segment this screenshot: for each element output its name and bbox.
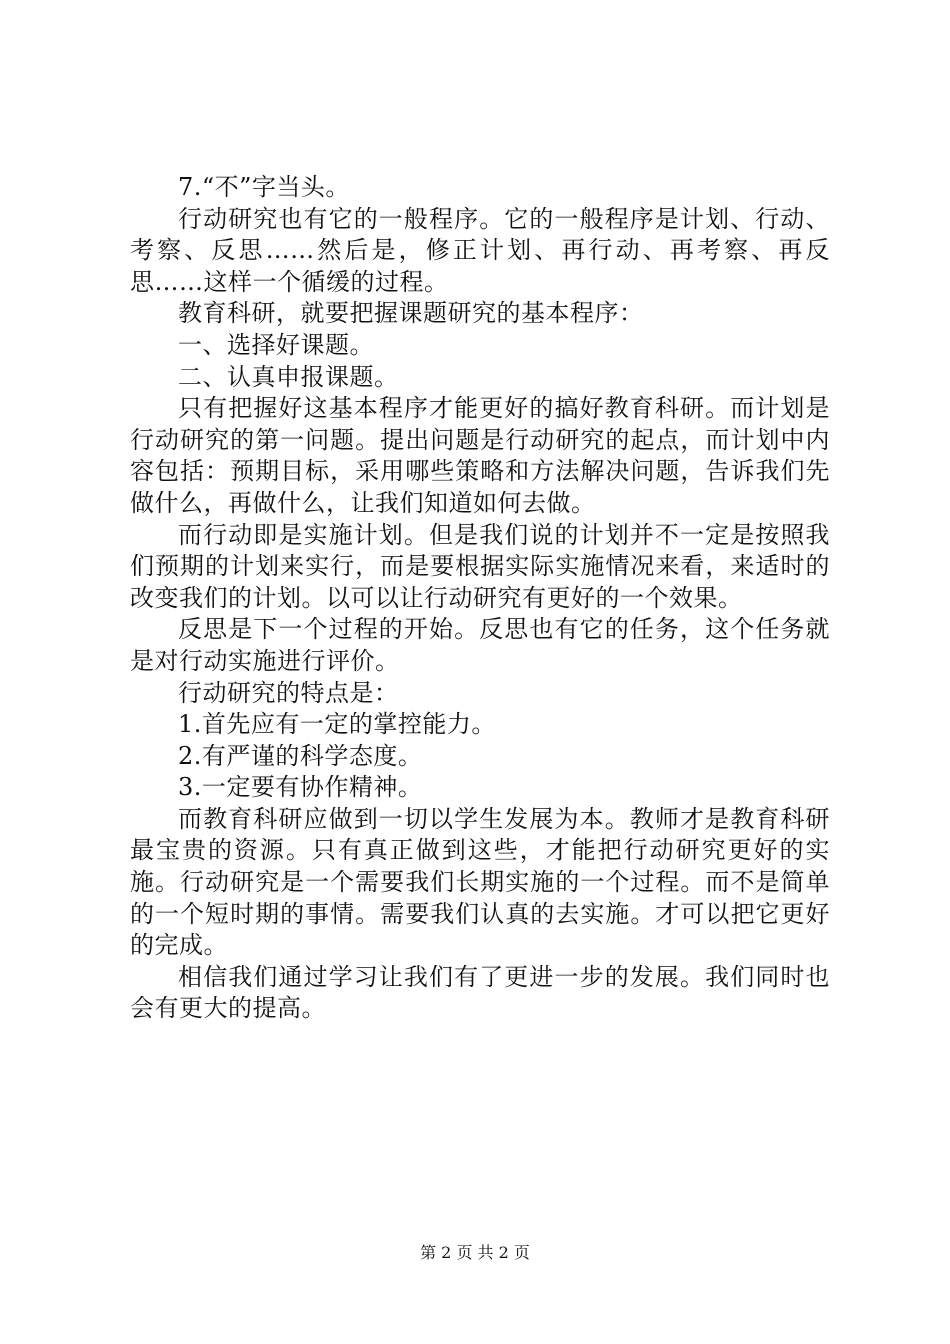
paragraph: 只有把握好这基本程序才能更好的搞好教育科研。而计划是行动研究的第一问题。提出问题是行动研究的起点，而计划中内容包括：预期目标，采用哪些策略和方法解决问题，告诉我们先做什么，再做什么，让我们知道如何去做。: [130, 394, 830, 517]
paragraph: 而行动即是实施计划。但是我们说的计划并不一定是按照我们预期的计划来实行，而是要根据实际实施情况来看，来适时的改变我们的计划。以可以让行动研究有更好的一个效果。: [130, 520, 830, 612]
paragraph: 而教育科研应做到一切以学生发展为本。教师才是教育科研最宝贵的资源。只有真正做到这些，才能把行动研究更好的实施。行动研究是一个需要我们长期实施的一个过程。而不是简单的一个短时期的事情。需要我们认真的去实施。才可以把它更好的完成。: [130, 804, 830, 960]
paragraph: 1.首先应有一定的掌控能力。: [178, 710, 496, 739]
paragraph: 2.有严谨的科学态度。: [178, 741, 423, 770]
document-body: [130, 172, 830, 1025]
paragraph: 教育科研，就要把握课题研究的基本程序：: [178, 299, 644, 328]
paragraph: 3.一定要有协作精神。: [178, 773, 423, 802]
paragraph: 一、选择好课题。: [178, 330, 374, 359]
paragraph: 行动研究也有它的一般程序。它的一般程序是计划、行动、考察、反思……然后是，修正计划、再行动、再考察、再反思……这样一个循缓的过程。: [130, 204, 830, 296]
paragraph: 二、认真申报课题。: [178, 362, 399, 391]
page-footer: [0, 1243, 950, 1263]
paragraph: 反思是下一个过程的开始。反思也有它的任务，这个任务就是对行动实施进行评价。: [130, 615, 830, 675]
paragraph: 7.“不”字当头。: [178, 173, 350, 201]
paragraph: 相信我们通过学习让我们有了更进一步的发展。我们同时也会有更大的提高。: [130, 962, 830, 1023]
page-number-label: 第 2 页 共 2 页: [420, 1243, 530, 1262]
paragraph: 行动研究的特点是：: [178, 678, 399, 707]
